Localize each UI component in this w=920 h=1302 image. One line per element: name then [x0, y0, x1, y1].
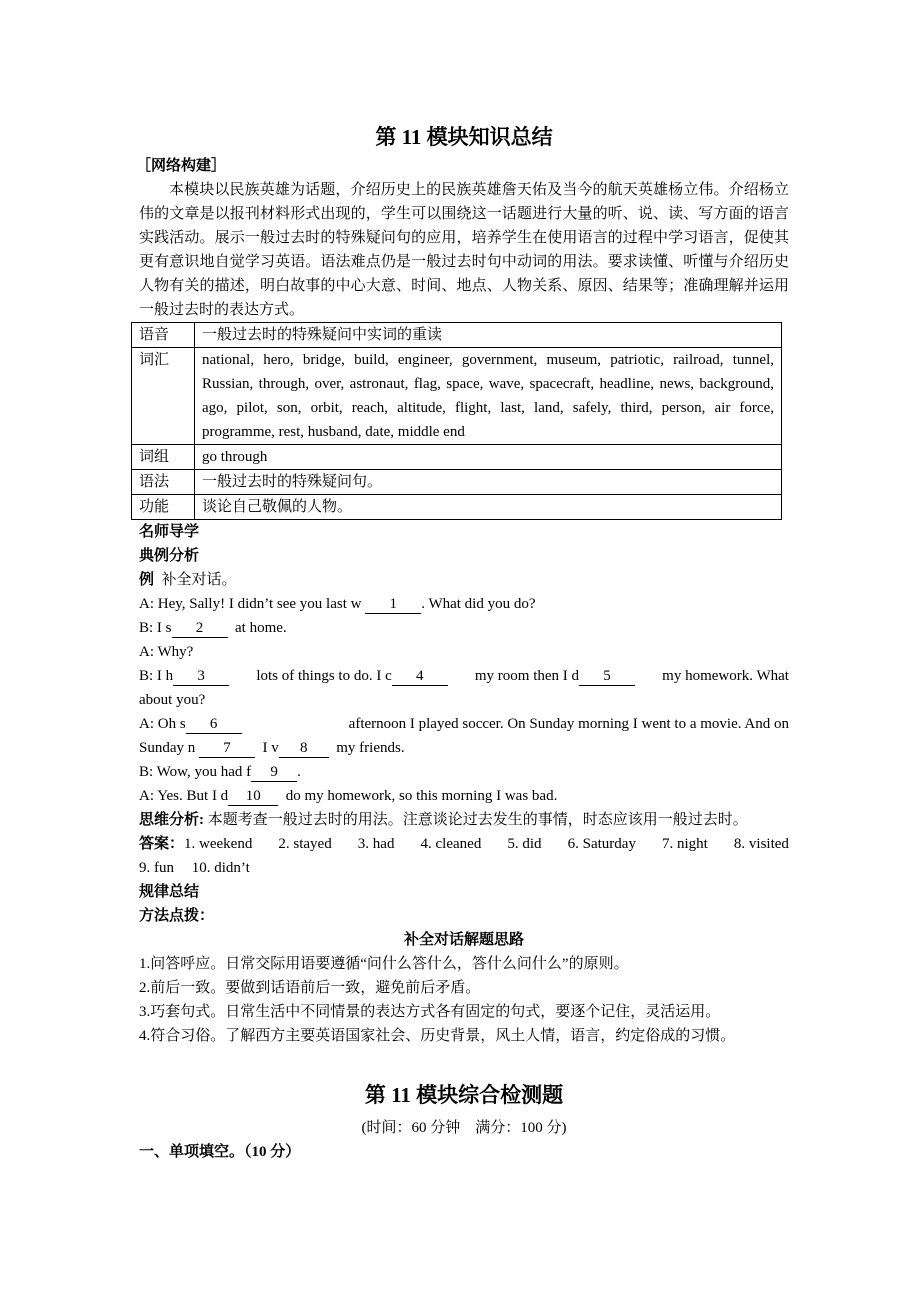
dialogue-line — [139, 664, 789, 688]
rules-heading: 规律总结 — [139, 884, 200, 900]
test-meta: (时间：60 分钟 满分：100 分) — [361, 1120, 567, 1136]
answer-item: 10. didn’t — [191, 860, 250, 876]
row-content: 谈论自己敬佩的人物。 — [195, 495, 782, 520]
method-item: 2.前后一致。要做到话语前后一致，避免前后矛盾。 — [139, 980, 481, 996]
row-label: 词汇 — [132, 348, 195, 445]
blank-6: 6 — [186, 715, 242, 734]
row-label: 功能 — [132, 495, 195, 520]
dialogue-line — [139, 712, 789, 736]
blank-8: 8 — [279, 739, 329, 758]
blank-5: 5 — [579, 667, 635, 686]
blank-4: 4 — [392, 667, 448, 686]
blank-10: 10 — [228, 787, 278, 806]
dialogue-text: I v — [262, 740, 279, 756]
table-row — [132, 323, 782, 348]
dialogue-text: my room then I d — [474, 668, 580, 684]
intro-paragraph: 本模块以民族英雄为话题，介绍历史上的民族英雄詹天佑及当今的航天英雄杨立伟。介绍杨立伟的文章是以报刊材料形式出现的，学生可以围绕这一话题进行大量的听、说、读、写方面的语言实践活动。展示一般过去时的特殊疑问句的应用，培养学生在使用语言的过程中学习语言，促使其更有意识地自觉学习英语。语法难点仍是一般过去时句中动词的用法。要求读懂、听懂与介绍历史人物有关的描述，明白故事的中心大意、时间、地点、人物关系、原因、结果等；准确理解并运用一般过去时的表达方式。 — [139, 182, 789, 318]
method-item: 4.符合习俗。了解西方主要英语国家社会、历史背景，风土人情，语言，约定俗成的习惯。 — [139, 1028, 736, 1044]
row-content: national, hero, bridge, build, engineer, government, museum, patriotic, railroad, tunnel, Russian, through, over, astronaut, flag, space, wave, spacecraft, headline, news, background, ago, pilot, son, orbit, reach, altitude, flight, last, land, safely, third, person, air force, programme, rest, husband, date, middle end — [195, 348, 782, 445]
dialogue-text: my friends. — [336, 740, 405, 756]
dialogue-text: B: I h — [139, 668, 174, 684]
dialogue-line — [139, 784, 789, 808]
dialogue-text: Sunday n — [139, 740, 196, 756]
knowledge-table — [131, 322, 782, 520]
table-row — [132, 348, 782, 445]
dialogue-text: B: Wow, you had f — [139, 764, 252, 780]
document-page — [136, 120, 789, 1164]
dialogue-line — [139, 592, 789, 616]
answers-line — [139, 832, 789, 856]
answer-item: 4. cleaned — [420, 836, 482, 852]
blank-7: 7 — [199, 739, 255, 758]
table-row — [132, 470, 782, 495]
dialogue-line — [139, 760, 789, 784]
example-instruction: 补全对话。 — [161, 572, 237, 588]
example-heading: 典例分析 — [139, 548, 200, 564]
row-label: 语音 — [132, 323, 195, 348]
method-heading: 方法点拨： — [139, 908, 215, 924]
analysis-label: 思维分析: — [139, 812, 204, 828]
answer-item: 3. had — [357, 836, 395, 852]
dialogue-line — [139, 736, 789, 760]
dialogue-text: my homework. What — [662, 668, 789, 684]
dialogue-text: B: I s — [139, 620, 172, 636]
dialogue-text: . What did you do? — [421, 596, 536, 612]
row-content: 一般过去时的特殊疑问中实词的重读 — [195, 323, 782, 348]
method-title: 补全对话解题思路 — [403, 932, 524, 948]
analysis-line — [139, 808, 789, 832]
answer-item: 5. did — [507, 836, 542, 852]
dialogue-text: lots of things to do. I c — [256, 668, 392, 684]
table-row — [132, 495, 782, 520]
answers-line — [139, 856, 789, 880]
method-item: 1.问答呼应。日常交际用语要遵循“问什么答什么，答什么问什么”的原则。 — [139, 956, 629, 972]
row-content: go through — [195, 445, 782, 470]
row-content: 一般过去时的特殊疑问句。 — [195, 470, 782, 495]
answer-item: 6. Saturday — [567, 836, 636, 852]
dialogue-line: about you? — [139, 692, 206, 708]
dialogue-text: A: Hey, Sally! I didn’t see you last w — [139, 596, 362, 612]
table-row — [132, 445, 782, 470]
dialogue-line: A: Why? — [139, 644, 194, 660]
dialogue-text: do my homework, so this morning I was bad. — [285, 788, 558, 804]
row-label: 词组 — [132, 445, 195, 470]
dialogue-text: at home. — [235, 620, 287, 636]
network-heading: ［网络构建］ — [136, 158, 227, 174]
summary-title: 第 11 模块知识总结 — [375, 125, 553, 149]
section-heading: 一、单项填空。（10 分） — [139, 1144, 301, 1160]
dialogue-text: . — [297, 764, 301, 780]
example-instruction-line — [139, 568, 789, 592]
answer-label: 答案： — [139, 836, 185, 852]
dialogue-text: afternoon I played soccer. On Sunday morning I went to a movie. And on — [348, 716, 789, 732]
dialogue-text: A: Yes. But I d — [139, 788, 229, 804]
answer-item: 7. night — [662, 836, 708, 852]
blank-9: 9 — [251, 763, 297, 782]
answer-item: 9. fun — [139, 860, 174, 876]
test-title: 第 11 模块综合检测题 — [364, 1083, 564, 1107]
blank-2: 2 — [172, 619, 228, 638]
dialogue-line — [139, 616, 789, 640]
answer-item: 8. visited — [733, 836, 789, 852]
answer-item: 1. weekend — [184, 836, 253, 852]
method-item: 3.巧套句式。日常生活中不同情景的表达方式各有固定的句式，要逐个记住，灵活运用。 — [139, 1004, 721, 1020]
dialogue-text: A: Oh s — [139, 716, 186, 732]
row-label: 语法 — [132, 470, 195, 495]
guide-heading: 名师导学 — [139, 524, 200, 540]
example-label: 例 — [139, 572, 155, 588]
blank-3: 3 — [173, 667, 229, 686]
blank-1: 1 — [365, 595, 421, 614]
answer-item: 2. stayed — [278, 836, 332, 852]
analysis-text: 本题考查一般过去时的用法。注意谈论过去发生的事情，时态应该用一般过去时。 — [207, 812, 748, 828]
